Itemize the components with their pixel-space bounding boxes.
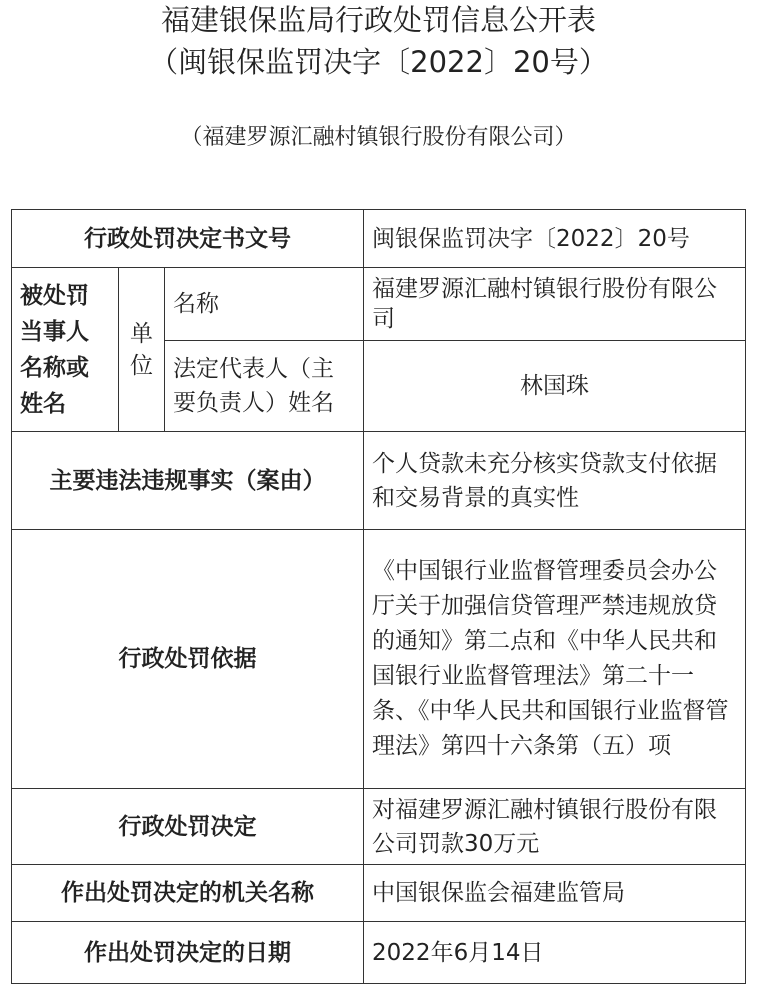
authority-label: 作出处罚决定的机关名称 [12,865,364,922]
table-row [12,530,746,789]
penalty-info-table [11,209,746,984]
table-row [12,268,746,341]
date-value: 2022年6月14日 [364,922,746,984]
table-row [12,432,746,530]
decision-value: 对福建罗源汇融村镇银行股份有限公司罚款30万元 [364,789,746,865]
table-row [12,789,746,865]
document-title: 福建银保监局行政处罚信息公开表 [160,3,596,37]
basis-label: 行政处罚依据 [12,530,364,789]
date-label: 作出处罚决定的日期 [12,922,364,984]
document-number-title: （闽银保监罚决字〔2022〕20号） [149,45,608,79]
doc-number-label: 行政处罚决定书文号 [12,210,364,268]
name-label: 名称 [165,268,364,341]
decision-label: 行政处罚决定 [12,789,364,865]
legal-rep-value: 林国珠 [364,341,746,432]
legal-rep-label: 法定代表人（主要负责人）姓名 [165,341,364,432]
name-value: 福建罗源汇融村镇银行股份有限公司 [364,268,746,341]
doc-number-value: 闽银保监罚决字〔2022〕20号 [364,210,746,268]
party-label: 被处罚当事人名称或姓名 [12,268,119,432]
table-row [12,922,746,984]
document-subtitle: （福建罗源汇融村镇银行股份有限公司） [180,125,577,150]
unit-label: 单位 [119,268,165,432]
facts-value: 个人贷款未充分核实贷款支付依据和交易背景的真实性 [364,432,746,530]
facts-label: 主要违法违规事实（案由） [12,432,364,530]
table-row [12,865,746,922]
authority-value: 中国银保监会福建监管局 [364,865,746,922]
table-row [12,210,746,268]
basis-value: 《中国银行业监督管理委员会办公厅关于加强信贷管理严禁违规放贷的通知》第二点和《中华人民共和国银行业监督管理法》第二十一条、《中华人民共和国银行业监督管理法》第四十六条第（五）项 [364,530,746,789]
